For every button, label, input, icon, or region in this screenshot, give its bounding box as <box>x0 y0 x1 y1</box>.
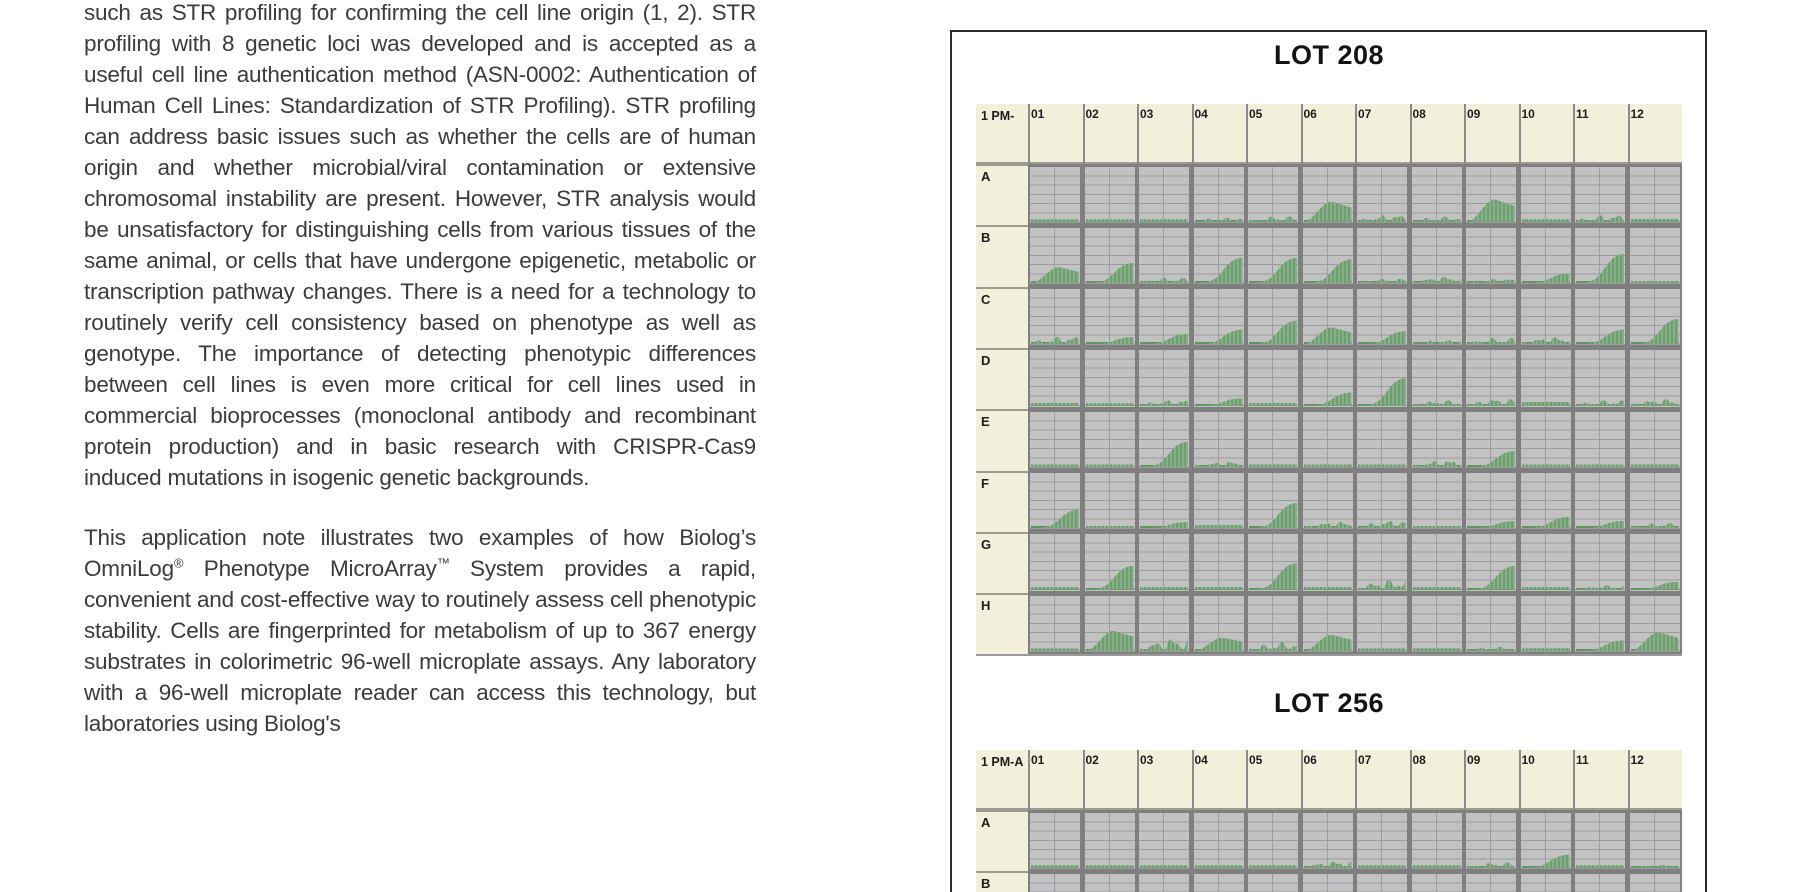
well-A11 <box>1575 167 1625 223</box>
well-D04 <box>1194 350 1244 406</box>
well-H04 <box>1194 596 1244 652</box>
column-header-label: 07 <box>1358 107 1372 121</box>
well-E04 <box>1194 412 1244 468</box>
growth-curve <box>1249 563 1297 590</box>
well-A08 <box>1412 813 1462 869</box>
figure-box <box>950 30 1707 892</box>
growth-curve <box>1031 403 1079 406</box>
well-F06 <box>1303 473 1353 529</box>
well-E03 <box>1139 412 1189 468</box>
column-header-label: 12 <box>1630 753 1644 767</box>
column-header-08 <box>1410 750 1465 810</box>
well-C12 <box>1630 289 1680 345</box>
row-label-E <box>976 409 1028 470</box>
well-B11 <box>1575 874 1625 892</box>
well-E11 <box>1575 412 1625 468</box>
growth-curve <box>1522 587 1570 590</box>
growth-curve <box>1031 219 1079 222</box>
growth-curve <box>1031 648 1079 651</box>
well-G05 <box>1248 534 1298 590</box>
microplate-lot-256 <box>976 750 1682 892</box>
well-C11 <box>1575 289 1625 345</box>
well-C10 <box>1521 289 1571 345</box>
growth-curve <box>1086 631 1134 651</box>
well-D10 <box>1521 350 1571 406</box>
growth-curve <box>1304 327 1352 344</box>
growth-curve <box>1631 464 1679 467</box>
growth-curve <box>1467 338 1515 344</box>
figure-title-lot-208: LOT 208 <box>1273 40 1385 70</box>
well-F10 <box>1521 473 1571 529</box>
well-G03 <box>1139 534 1189 590</box>
column-header-label: 01 <box>1031 107 1045 121</box>
row-label-text: D <box>981 352 991 368</box>
well-F05 <box>1248 473 1298 529</box>
well-B05 <box>1248 228 1298 284</box>
column-header-label: 03 <box>1140 753 1154 767</box>
column-header-07 <box>1355 104 1410 164</box>
well-C07 <box>1357 289 1407 345</box>
well-A02 <box>1085 167 1135 223</box>
well-A04 <box>1194 813 1244 869</box>
well-A09 <box>1466 813 1516 869</box>
column-header-label: 07 <box>1358 753 1372 767</box>
row-label-H <box>976 593 1028 654</box>
well-G10 <box>1521 534 1571 590</box>
column-header-04 <box>1192 750 1247 810</box>
well-F12 <box>1630 473 1680 529</box>
well-E09 <box>1466 412 1516 468</box>
column-header-label: 04 <box>1194 107 1208 121</box>
well-B03 <box>1139 874 1189 892</box>
column-header-label: 09 <box>1467 753 1481 767</box>
well-C03 <box>1139 289 1189 345</box>
well-H07 <box>1357 596 1407 652</box>
well-B01 <box>1030 228 1080 284</box>
row-label-text: B <box>981 230 991 246</box>
growth-curve <box>1140 587 1188 590</box>
well-F07 <box>1357 473 1407 529</box>
well-A11 <box>1575 813 1625 869</box>
growth-curve <box>1631 399 1679 405</box>
well-F03 <box>1139 473 1189 529</box>
plate-id-label: 1 PM- <box>981 109 1015 123</box>
growth-curve <box>1358 464 1406 467</box>
well-B10 <box>1521 228 1571 284</box>
growth-curve <box>1304 587 1352 590</box>
well-A01 <box>1030 167 1080 223</box>
well-C01 <box>1030 289 1080 345</box>
column-header-05 <box>1246 750 1301 810</box>
well-H11 <box>1575 596 1625 652</box>
well-H08 <box>1412 596 1462 652</box>
growth-curve <box>1304 464 1352 467</box>
well-B07 <box>1357 874 1407 892</box>
growth-curve <box>1358 865 1406 868</box>
paragraph-application-note: This application note illustrates two examples of how Biolog’s OmniLog® Phenotype MicroArray™ System provides a rapid, convenient and cost-effective way to routinely assess cell phenotypic stability. Cells are fingerprinted for metabolism of up to 367 energy substrates in colorimetric 96-well microplate assays. Any laboratory with a 96-well microplate reader can access this technology, but laboratories using Biolog's <box>84 525 756 736</box>
well-E12 <box>1630 412 1680 468</box>
growth-curve <box>1304 202 1352 222</box>
column-header-09 <box>1464 750 1519 810</box>
growth-curve <box>1031 267 1079 283</box>
growth-curve <box>1304 259 1352 283</box>
growth-curve <box>1358 521 1406 528</box>
growth-curve <box>1413 587 1461 590</box>
column-header-label: 09 <box>1467 107 1481 121</box>
growth-curve <box>1195 258 1243 284</box>
well-F02 <box>1085 473 1135 529</box>
growth-curve <box>1413 526 1461 529</box>
growth-curve <box>1086 865 1134 868</box>
growth-curve <box>1140 441 1188 467</box>
row-label-text: A <box>981 169 991 184</box>
well-E02 <box>1085 412 1135 468</box>
growth-curve <box>1140 865 1188 868</box>
well-A06 <box>1303 813 1353 869</box>
well-A10 <box>1521 167 1571 223</box>
growth-curve <box>1631 632 1679 651</box>
well-E06 <box>1303 412 1353 468</box>
well-B03 <box>1139 228 1189 284</box>
growth-curve <box>1086 403 1134 406</box>
column-header-label: 08 <box>1412 107 1426 121</box>
column-header-label: 05 <box>1249 107 1263 121</box>
well-F08 <box>1412 473 1462 529</box>
column-header-label: 06 <box>1303 753 1317 767</box>
well-G01 <box>1030 534 1080 590</box>
column-header-label: 11 <box>1576 107 1589 121</box>
growth-curve <box>1086 566 1134 590</box>
well-C04 <box>1194 289 1244 345</box>
well-D07 <box>1357 350 1407 406</box>
well-A04 <box>1194 167 1244 223</box>
well-C06 <box>1303 289 1353 345</box>
plate-id-label: 1 PM-A <box>981 755 1024 769</box>
well-C08 <box>1412 289 1462 345</box>
growth-curve <box>1467 199 1515 221</box>
growth-curve <box>1140 219 1188 222</box>
well-C02 <box>1085 289 1135 345</box>
well-B12 <box>1630 228 1680 284</box>
column-header-06 <box>1301 104 1356 164</box>
well-H03 <box>1139 596 1189 652</box>
well-B12 <box>1630 874 1680 892</box>
well-F09 <box>1466 473 1516 529</box>
well-A03 <box>1139 167 1189 223</box>
well-B02 <box>1085 228 1135 284</box>
row-label-text: F <box>981 475 989 491</box>
growth-curve <box>1467 399 1515 405</box>
column-header-07 <box>1355 750 1410 810</box>
column-header-10 <box>1519 104 1574 164</box>
well-B09 <box>1466 874 1516 892</box>
microplate-lot-208 <box>976 104 1682 656</box>
column-header-01 <box>1028 750 1083 810</box>
well-D12 <box>1630 350 1680 406</box>
well-H12 <box>1630 596 1680 652</box>
well-A01 <box>1030 813 1080 869</box>
well-H01 <box>1030 596 1080 652</box>
row-label-A <box>976 810 1028 871</box>
column-header-09 <box>1464 104 1519 164</box>
column-header-label: 11 <box>1576 753 1589 767</box>
column-header-label: 02 <box>1085 753 1099 767</box>
column-header-11 <box>1573 104 1628 164</box>
well-E10 <box>1521 412 1571 468</box>
row-label-F <box>976 471 1028 532</box>
well-D01 <box>1030 350 1080 406</box>
growth-curve <box>1576 215 1624 221</box>
well-B01 <box>1030 874 1080 892</box>
growth-curve <box>1631 219 1679 222</box>
growth-curve <box>1195 587 1243 590</box>
well-B06 <box>1303 228 1353 284</box>
well-G07 <box>1357 534 1407 590</box>
well-A02 <box>1085 813 1135 869</box>
well-G09 <box>1466 534 1516 590</box>
growth-curve <box>1249 320 1297 344</box>
growth-curve <box>1195 525 1243 528</box>
column-header-04 <box>1192 104 1247 164</box>
column-header-02 <box>1083 104 1138 164</box>
growth-curve <box>1522 464 1570 467</box>
well-B04 <box>1194 228 1244 284</box>
row-label-G <box>976 532 1028 593</box>
well-B04 <box>1194 874 1244 892</box>
well-G08 <box>1412 534 1462 590</box>
paragraph-intro: such as STR profiling for confirming the cell line origin (1, 2). STR profiling with 8 genetic loci was developed and is accepted as a useful cell line authentication method (ASN-0002: Authentication of Human Cell Lines: Standardization of STR Profiling). STR profiling can address basic issues such as whether the cells are of human origin and whether microbial/viral contamination or extensive chromosomal instability are present. However, STR analysis would be unsatisfactory for distinguishing cells from various tissues of the same animal, or cells that have undergone epigenetic, metabolic or transcription pathway changes. There is a need for a technology to routinely verify cell consistency based on phenotype as well as genotype. The importance of detecting phenotypic differences between cell lines is even more critical for cell lines used in commercial bioprocesses (monoclonal antibody and recombinant protein production) and in basic research with CRISPR-Cas9 induced mutations in isogenic genetic backgrounds. <box>84 0 756 490</box>
well-H09 <box>1466 596 1516 652</box>
growth-curve <box>1195 638 1243 651</box>
growth-curve <box>1358 648 1406 651</box>
plate-header-row <box>976 750 1682 810</box>
column-header-10 <box>1519 750 1574 810</box>
body-text <box>84 0 756 739</box>
column-header-label: 10 <box>1521 753 1535 767</box>
well-B07 <box>1357 228 1407 284</box>
well-G04 <box>1194 534 1244 590</box>
well-G12 <box>1630 534 1680 590</box>
growth-curve <box>1304 635 1352 651</box>
well-A09 <box>1466 167 1516 223</box>
row-label-B <box>976 225 1028 286</box>
well-D11 <box>1575 350 1625 406</box>
well-E05 <box>1248 412 1298 468</box>
well-H10 <box>1521 596 1571 652</box>
well-D06 <box>1303 350 1353 406</box>
growth-curve <box>1358 215 1406 221</box>
plate-header-row <box>976 104 1682 164</box>
row-label-B <box>976 871 1028 892</box>
column-header-label: 10 <box>1521 107 1535 121</box>
well-F11 <box>1575 473 1625 529</box>
growth-curve <box>1576 865 1624 868</box>
growth-curve <box>1467 279 1515 283</box>
growth-curve <box>1467 566 1515 590</box>
growth-curve <box>1522 219 1570 222</box>
column-header-01 <box>1028 104 1083 164</box>
growth-curve <box>1086 263 1134 283</box>
growth-curve <box>1358 378 1406 406</box>
growth-curve <box>1249 865 1297 868</box>
growth-curve <box>1031 587 1079 590</box>
growth-curve <box>1249 503 1297 529</box>
column-header-03 <box>1137 750 1192 810</box>
row-label-text: B <box>981 876 991 892</box>
well-E08 <box>1412 412 1462 468</box>
well-H06 <box>1303 596 1353 652</box>
growth-curve <box>1304 522 1352 528</box>
column-header-05 <box>1246 104 1301 164</box>
well-B10 <box>1521 874 1571 892</box>
row-label-A <box>976 164 1028 225</box>
column-header-label: 06 <box>1303 107 1317 121</box>
well-A08 <box>1412 167 1462 223</box>
row-label-text: G <box>981 536 992 552</box>
well-D02 <box>1085 350 1135 406</box>
row-label-text: A <box>981 815 991 830</box>
well-A12 <box>1630 813 1680 869</box>
growth-curve <box>1031 865 1079 868</box>
growth-curve <box>1249 258 1297 284</box>
column-header-12 <box>1628 104 1683 164</box>
column-header-11 <box>1573 750 1628 810</box>
column-header-label: 04 <box>1194 753 1208 767</box>
well-A12 <box>1630 167 1680 223</box>
growth-curve <box>1086 219 1134 222</box>
well-C09 <box>1466 289 1516 345</box>
well-A07 <box>1357 813 1407 869</box>
well-D05 <box>1248 350 1298 406</box>
well-B05 <box>1248 874 1298 892</box>
well-B02 <box>1085 874 1135 892</box>
well-A06 <box>1303 167 1353 223</box>
row-label-C <box>976 287 1028 348</box>
growth-curve <box>1631 281 1679 284</box>
growth-curve <box>1413 648 1461 651</box>
well-H05 <box>1248 596 1298 652</box>
well-G02 <box>1085 534 1135 590</box>
figure-title-lot-256: LOT 256 <box>1273 688 1385 718</box>
growth-curve <box>1576 254 1624 283</box>
row-label-text: E <box>981 414 990 430</box>
growth-curve <box>1195 865 1243 868</box>
column-header-label: 01 <box>1031 753 1045 767</box>
well-B09 <box>1466 228 1516 284</box>
well-A07 <box>1357 167 1407 223</box>
well-D09 <box>1466 350 1516 406</box>
column-header-label: 08 <box>1412 753 1426 767</box>
column-header-label: 12 <box>1630 107 1644 121</box>
well-F04 <box>1194 473 1244 529</box>
growth-curve <box>1249 403 1297 406</box>
well-H02 <box>1085 596 1135 652</box>
growth-curve <box>1413 865 1461 868</box>
well-B08 <box>1412 874 1462 892</box>
growth-curve <box>1086 526 1134 529</box>
row-label-text: H <box>981 598 991 614</box>
column-header-02 <box>1083 750 1138 810</box>
column-header-12 <box>1628 750 1683 810</box>
growth-curve <box>1576 464 1624 467</box>
well-A05 <box>1248 813 1298 869</box>
column-header-label: 03 <box>1140 107 1154 121</box>
column-header-03 <box>1137 104 1192 164</box>
well-B06 <box>1303 874 1353 892</box>
well-B08 <box>1412 228 1462 284</box>
well-A03 <box>1139 813 1189 869</box>
growth-curve <box>1522 402 1570 406</box>
growth-curve <box>1086 464 1134 467</box>
growth-curve <box>1031 337 1079 344</box>
well-B11 <box>1575 228 1625 284</box>
well-G06 <box>1303 534 1353 590</box>
well-C05 <box>1248 289 1298 345</box>
well-G11 <box>1575 534 1625 590</box>
well-E01 <box>1030 412 1080 468</box>
well-A05 <box>1248 167 1298 223</box>
column-header-06 <box>1301 750 1356 810</box>
well-D08 <box>1412 350 1462 406</box>
column-header-08 <box>1410 104 1465 164</box>
growth-curve <box>1522 648 1570 651</box>
column-header-label: 05 <box>1249 753 1263 767</box>
well-A10 <box>1521 813 1571 869</box>
well-D03 <box>1139 350 1189 406</box>
growth-curve <box>1631 319 1679 345</box>
row-label-D <box>976 348 1028 409</box>
well-F01 <box>1030 473 1080 529</box>
growth-curve <box>1031 464 1079 467</box>
row-label-text: C <box>981 291 991 307</box>
growth-curve <box>1249 464 1297 467</box>
column-header-label: 02 <box>1085 107 1099 121</box>
well-E07 <box>1357 412 1407 468</box>
